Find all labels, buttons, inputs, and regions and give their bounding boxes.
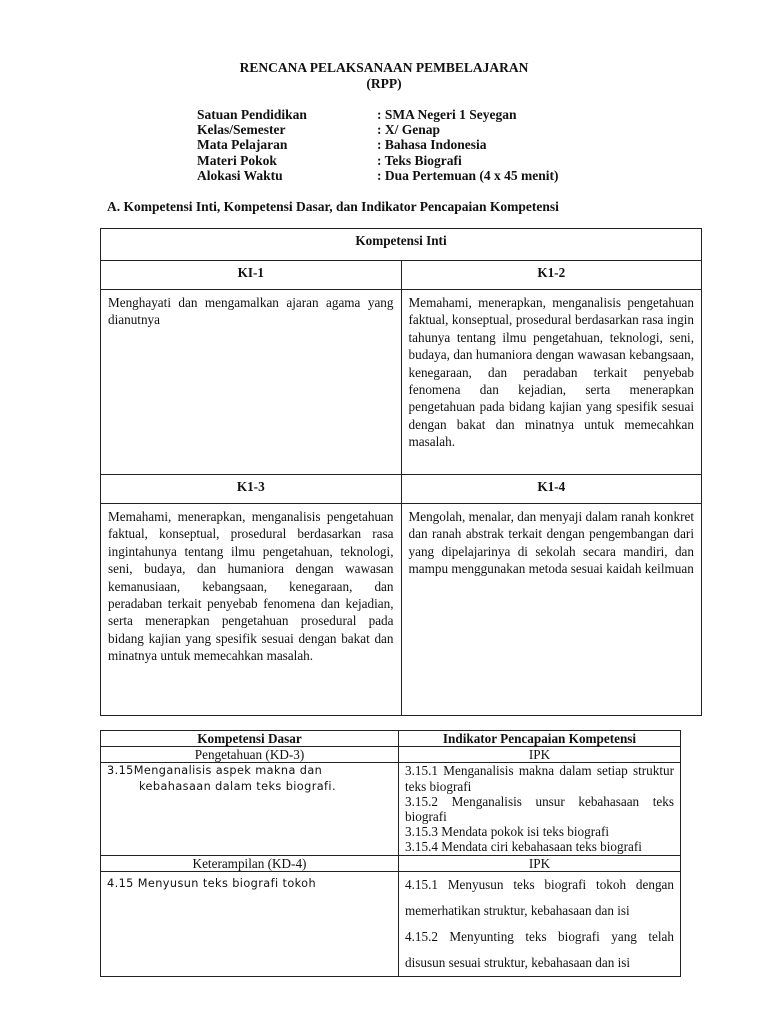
meta-value: : X/ Genap <box>377 122 441 138</box>
ipk-item: 3.15.3 Mendata pokok isi teks biografi <box>405 824 610 840</box>
meta-value: : Bahasa Indonesia <box>377 137 487 153</box>
ipk-label: IPK <box>399 747 681 763</box>
ki3-header: K1-3 <box>101 475 402 504</box>
ipk-item: 4.15.2 Menyunting teks biografi yang telah disusun sesuai struktur, kebahasaan dan isi <box>405 928 674 970</box>
meta-value: : SMA Negeri 1 Seyegan <box>377 107 517 122</box>
document-title <box>0 60 768 92</box>
section-a-heading: A. Kompetensi Inti, Kompetensi Dasar, dan Indikator Pencapaian Kompetensi <box>107 199 559 214</box>
kompetensi-inti-table <box>100 228 702 716</box>
ipk-col-header: Indikator Pencapaian Kompetensi <box>399 731 681 747</box>
meta-row <box>197 168 558 183</box>
title-sub: (RPP) <box>366 76 402 91</box>
meta-row <box>197 122 558 137</box>
meta-row <box>197 153 558 168</box>
kd-3-15-text: 3.15Menganalisis aspek makna dan kebahasaan dalam teks biografi. <box>107 764 336 793</box>
ipk-item: 4.15.1 Menyusun teks biografi tokoh dengan memerhatikan struktur, kebahasaan dan isi <box>405 876 674 918</box>
ipk-item: 3.15.1 Menganalisis makna dalam setiap struktur teks biografi <box>405 763 674 794</box>
meta-value: : Teks Biografi <box>377 152 462 168</box>
ki3-text: Memahami, menerapkan, menganalisis pengetahuan faktual, konseptual, prosedural berdasarkan rasa ingintahunya tentang ilmu pengetahuan, teknologi, seni, budaya, dan humaniora dengan wawasan kemanusiaan, kebangsaan, kenegaraan, dan peradaban terkait penyebab fenomena dan kejadian, serta menerapkan pengetahuan prosedural pada bidang kajian yang spesifik sesuai dengan bakat dan minatnya untuk memecahkan masalah. <box>101 504 402 716</box>
ki4-text: Mengolah, menalar, dan menyaji dalam ranah konkret dan ranah abstrak terkait dengan pengembangan dari yang dipelajarinya di sekolah secara mandiri, dan mampu menggunakan metoda sesuai kaidah keilmuan <box>401 504 702 716</box>
identity-block <box>197 107 558 183</box>
meta-row <box>197 137 558 152</box>
ipk-item: 3.15.2 Menganalisis unsur kebahasaan teks biografi <box>405 793 674 825</box>
ipk-3-cell <box>399 763 681 855</box>
ki-title: Kompetensi Inti <box>101 229 702 261</box>
kd-3-15-cell <box>101 763 399 855</box>
ki2-header: K1-2 <box>401 261 702 290</box>
meta-label: Materi Pokok <box>197 152 277 168</box>
kd-4-15-cell <box>101 871 399 976</box>
ipk-label-2: IPK <box>399 855 681 871</box>
pengetahuan-label: Pengetahuan (KD-3) <box>101 747 399 763</box>
ki4-header: K1-4 <box>401 475 702 504</box>
ki1-header: KI-1 <box>101 261 402 290</box>
meta-row <box>197 107 558 122</box>
title-main: RENCANA PELAKSANAAN PEMBELAJARAN <box>239 60 529 75</box>
meta-label: Satuan Pendidikan <box>197 107 307 122</box>
ipk-item: 3.15.4 Mendata ciri kebahasaan teks biografi <box>405 839 642 855</box>
meta-value: : Dua Pertemuan (4 x 45 menit) <box>377 167 559 183</box>
meta-label: Mata Pelajaran <box>197 137 288 153</box>
kd-col-header: Kompetensi Dasar <box>101 731 399 747</box>
ki2-text: Memahami, menerapkan, menganalisis pengetahuan faktual, konseptual, prosedural berdasarkan rasa ingin tahunya tentang ilmu pengetahuan, teknologi, seni, budaya, dan humaniora dengan wawasan kebangsaan, kenegaraan, dan peradaban terkait penyebab fenomena dan kejadian, serta menerapkan pengetahuan pada bidang kajian yang spesifik sesuai dengan bakat dan minatnya untuk memecahkan masalah. <box>401 290 702 475</box>
kd-4-15-text: 4.15 Menyusun teks biografi tokoh <box>107 876 317 890</box>
kompetensi-dasar-table <box>100 730 681 977</box>
ipk-4-cell <box>399 871 681 976</box>
meta-label: Kelas/Semester <box>197 122 286 138</box>
meta-label: Alokasi Waktu <box>197 167 283 183</box>
ki1-text: Menghayati dan mengamalkan ajaran agama yang dianutnya <box>101 290 402 475</box>
keterampilan-label: Keterampilan (KD-4) <box>101 855 399 871</box>
